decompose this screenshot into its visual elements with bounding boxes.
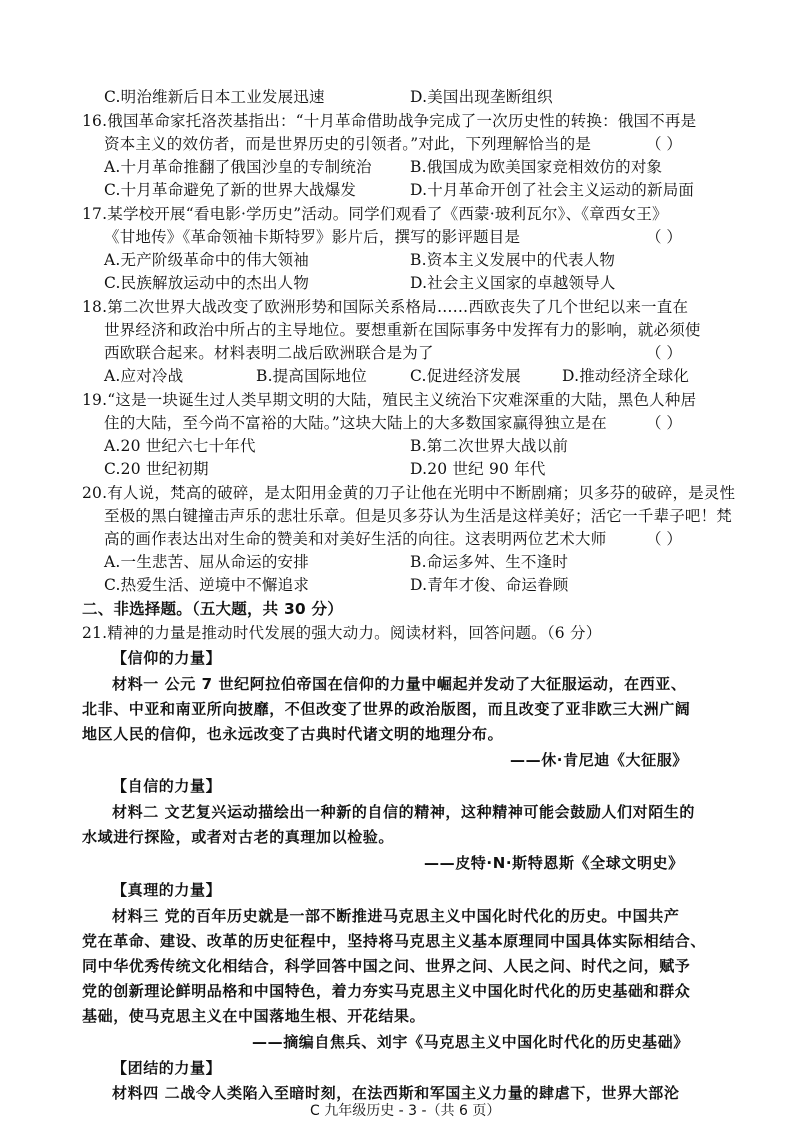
material4-heading: 【团结的力量】 xyxy=(112,1059,222,1077)
q18-stem-line3: 西欧联合起来。材料表明二战后欧洲联合是为了 xyxy=(104,344,434,362)
q20-option-c: C.热爱生活、逆境中不懈追求 xyxy=(104,576,310,594)
q20-option-b: B.命运多舛、生不逢时 xyxy=(410,553,569,571)
section2-title: 二、非选择题。（五大题，共 30 分） xyxy=(82,600,343,618)
q20-stem-line3: 高的画作表达出对生命的赞美和对美好生活的向往。这表明两位艺术大师 xyxy=(104,530,607,548)
q21-stem: 21.精神的力量是推动时代发展的强大动力。阅读材料，回答问题。（6 分） xyxy=(82,624,602,642)
material2-source: ——皮特·N·斯特恩斯《全球文明史》 xyxy=(424,854,684,872)
material1-source: ——休·肯尼迪《大征服》 xyxy=(510,751,688,769)
q17-option-a: A.无产阶级革命中的伟大领袖 xyxy=(104,251,309,269)
material3-source: ——摘编自焦兵、刘宇《马克思主义中国化时代化的历史基础》 xyxy=(252,1033,689,1051)
q16-option-c: C.十月革命避免了新的世界大战爆发 xyxy=(104,181,357,199)
q20-option-a: A.一生悲苦、屈从命运的安排 xyxy=(104,553,309,571)
material2-line1: 材料二 文艺复兴运动描绘出一种新的自信的精神，这种精神可能会鼓励人们对陌生的 xyxy=(112,803,696,821)
q20-stem-line2: 至极的黑白键撞击声乐的悲壮乐章。但是贝多芬认为生活是这样美好；活它一千辈子吧！梵 xyxy=(104,507,733,525)
material1-line3: 地区人民的信仰，也永远改变了古典时代诸文明的地理分布。 xyxy=(82,725,504,743)
q19-answer-bracket: （ ） xyxy=(646,414,682,432)
q18-option-c: C.促进经济发展 xyxy=(410,367,521,385)
material2-line2: 水域进行探险，或者对古老的真理加以检验。 xyxy=(82,828,395,846)
q18-option-a: A.应对冷战 xyxy=(104,367,184,385)
material1-line1: 材料一 公元 7 世纪阿拉伯帝国在信仰的力量中崛起并发动了大征服运动，在西亚、 xyxy=(112,675,687,693)
material3-heading: 【真理的力量】 xyxy=(112,881,222,899)
q18-stem-line1: 18.第二次世界大战改变了欧洲形势和国际关系格局……西欧丧失了几个世纪以来一直在 xyxy=(82,298,689,316)
material3-line1: 材料三 党的百年历史就是一部不断推进马克思主义中国化时代化的历史。中国共产 xyxy=(112,907,680,925)
q19-stem-line2: 住的大陆，至今尚不富裕的大陆。”这块大陆上的大多数国家赢得独立是在 xyxy=(104,414,607,432)
q19-option-d: D.20 世纪 90 年代 xyxy=(410,460,546,478)
q17-option-d: D.社会主义国家的卓越领导人 xyxy=(410,274,616,292)
page-footer: C 九年级历史 - 3 -（共 6 页） xyxy=(310,1103,501,1119)
q18-stem-line2: 世界经济和政治中所占的主导地位。要想重新在国际事务中发挥有力的影响，就必须使 xyxy=(104,321,701,339)
q16-stem-line2: 资本主义的效仿者，而是世界历史的引领者。”对此，下列理解恰当的是 xyxy=(104,135,592,153)
q19-option-b: B.第二次世界大战以前 xyxy=(410,437,569,455)
material1-line2: 北非、中亚和南亚所向披靡，不但改变了世界的政治版图，而且改变了亚非欧三大洲广阔 xyxy=(82,700,691,718)
material4-line1: 材料四 二战令人类陷入至暗时刻，在法西斯和军国主义力量的肆虐下，世界大部沦 xyxy=(112,1084,680,1102)
q17-stem-line2: 《甘地传》《革命领袖卡斯特罗》影片后，撰写的影评题目是 xyxy=(104,228,521,246)
q20-answer-bracket: （ ） xyxy=(646,530,682,548)
q20-option-d: D.青年才俊、命运眷顾 xyxy=(410,576,569,594)
q16-option-d: D.十月革命开创了社会主义运动的新局面 xyxy=(410,181,695,199)
q16-answer-bracket: （ ） xyxy=(646,135,682,153)
q17-answer-bracket: （ ） xyxy=(646,228,682,246)
q16-option-b: B.俄国成为欧美国家竞相效仿的对象 xyxy=(410,158,663,176)
q19-stem-line1: 19.“这是一块诞生过人类早期文明的大陆，殖民主义统治下灾难深重的大陆，黑色人种居 xyxy=(82,391,697,409)
q18-option-b: B.提高国际地位 xyxy=(256,367,367,385)
q16-option-a: A.十月革命推翻了俄国沙皇的专制统治 xyxy=(104,158,372,176)
q17-stem-line1: 17.某学校开展“看电影·学历史”活动。同学们观看了《西蒙·玻利瓦尔》、《章西女王》 xyxy=(82,205,668,223)
material3-line3: 同中华优秀传统文化相结合，科学回答中国之问、世界之问、人民之问、时代之问，赋予 xyxy=(82,957,691,975)
q19-option-c: C.20 世纪初期 xyxy=(104,460,209,478)
q17-option-c: C.民族解放运动中的杰出人物 xyxy=(104,274,310,292)
prev-option-d: D.美国出现垄断组织 xyxy=(410,88,553,106)
q19-option-a: A.20 世纪六七十年代 xyxy=(104,437,256,455)
material3-line2: 党在革命、建设、改革的历史征程中，坚持将马克思主义基本原理同中国具体实际相结合、 xyxy=(82,932,707,950)
q16-stem-line1: 16.俄国革命家托洛茨基指出：“十月革命借助战争完成了一次历史性的转换：俄国不再是 xyxy=(82,112,697,130)
prev-option-c: C.明治维新后日本工业发展迅速 xyxy=(104,88,325,106)
material2-heading: 【自信的力量】 xyxy=(112,777,222,795)
q20-stem-line1: 20.有人说，梵高的破碎，是太阳用金黄的刀子让他在光明中不断剧痛；贝多芬的破碎，是灵性 xyxy=(82,484,736,502)
q17-option-b: B.资本主义发展中的代表人物 xyxy=(410,251,616,269)
q18-option-d: D.推动经济全球化 xyxy=(562,367,690,385)
material3-line5: 基础，使马克思主义在中国落地生根、开花结果。 xyxy=(82,1007,426,1025)
material1-heading: 【信仰的力量】 xyxy=(112,649,222,667)
material3-line4: 党的创新理论鲜明品格和中国特色，着力夯实马克思主义中国化时代化的历史基础和群众 xyxy=(82,982,691,1000)
q18-answer-bracket: （ ） xyxy=(646,344,682,362)
